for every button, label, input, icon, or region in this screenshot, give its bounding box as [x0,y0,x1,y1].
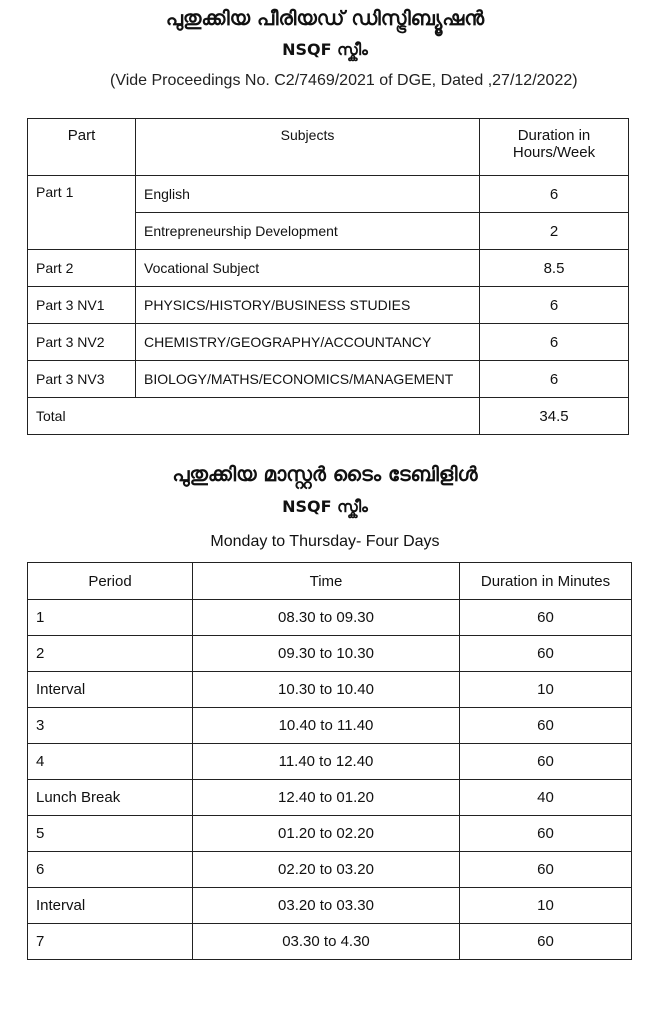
timetable-days: Monday to Thursday- Four Days [210,533,440,550]
distribution-title: പുതുക്കിയ പീരിയഡ് ഡിസ്ട്രിബ്യൂഷൻ [165,6,485,30]
part-cell: Part 1 [28,176,136,250]
total-label: Total [28,398,480,435]
table-row [28,816,632,852]
subject-cell: Entrepreneurship Development [136,213,480,250]
period-distribution-table [27,118,629,435]
hours-cell: 8.5 [480,250,629,287]
total-row [28,398,629,435]
minutes-cell: 60 [460,600,632,636]
header-minutes: Duration in Minutes [460,563,632,600]
subject-cell: English [136,176,480,213]
time-cell: 10.30 to 10.40 [193,672,460,708]
timetable-scheme: NSQF സ്കീം [282,497,368,516]
distribution-scheme: NSQF സ്കീം [282,40,368,59]
minutes-cell: 60 [460,816,632,852]
part-cell: Part 3 NV1 [28,287,136,324]
hours-cell: 6 [480,361,629,398]
table-row [28,600,632,636]
minutes-cell: 60 [460,708,632,744]
period-cell: 7 [28,924,193,960]
minutes-cell: 60 [460,852,632,888]
period-cell: 1 [28,600,193,636]
table-row [28,852,632,888]
table-row [28,744,632,780]
hours-cell: 6 [480,176,629,213]
time-cell: 03.20 to 03.30 [193,888,460,924]
table-row [28,361,629,398]
subject-cell: CHEMISTRY/GEOGRAPHY/ACCOUNTANCY [136,324,480,361]
hours-cell: 6 [480,287,629,324]
period-cell: Interval [28,672,193,708]
period-cell: 4 [28,744,193,780]
time-cell: 11.40 to 12.40 [193,744,460,780]
period-cell: Interval [28,888,193,924]
part-cell: Part 3 NV3 [28,361,136,398]
table-row [28,636,632,672]
time-cell: 02.20 to 03.20 [193,852,460,888]
minutes-cell: 60 [460,744,632,780]
period-cell: 3 [28,708,193,744]
total-value: 34.5 [480,398,629,435]
minutes-cell: 10 [460,672,632,708]
period-cell: Lunch Break [28,780,193,816]
header-part: Part [28,119,136,176]
table-header-row [28,563,632,600]
table-row [28,176,629,213]
hours-cell: 2 [480,213,629,250]
header-period: Period [28,563,193,600]
table-row [28,708,632,744]
minutes-cell: 40 [460,780,632,816]
period-cell: 6 [28,852,193,888]
time-cell: 10.40 to 11.40 [193,708,460,744]
timetable-title: പുതുക്കിയ മാസ്റ്റർ ടൈം ടേബിളിൾ [172,462,478,486]
table-row [28,672,632,708]
table-header-row [28,119,629,176]
hours-cell: 6 [480,324,629,361]
proceedings-reference: (Vide Proceedings No. C2/7469/2021 of DGE, Dated ,27/12/2022) [110,72,578,89]
time-cell: 01.20 to 02.20 [193,816,460,852]
subject-cell: Vocational Subject [136,250,480,287]
time-cell: 03.30 to 4.30 [193,924,460,960]
minutes-cell: 60 [460,636,632,672]
table-row [28,924,632,960]
part-cell: Part 3 NV2 [28,324,136,361]
header-time: Time [193,563,460,600]
period-cell: 5 [28,816,193,852]
table-row [28,250,629,287]
time-cell: 08.30 to 09.30 [193,600,460,636]
header-duration: Duration in Hours/Week [480,119,629,176]
header-subjects: Subjects [136,119,480,176]
time-cell: 12.40 to 01.20 [193,780,460,816]
subject-cell: BIOLOGY/MATHS/ECONOMICS/MANAGEMENT [136,361,480,398]
table-row [28,780,632,816]
subject-cell: PHYSICS/HISTORY/BUSINESS STUDIES [136,287,480,324]
table-row [28,287,629,324]
table-row [28,324,629,361]
period-cell: 2 [28,636,193,672]
time-cell: 09.30 to 10.30 [193,636,460,672]
minutes-cell: 10 [460,888,632,924]
minutes-cell: 60 [460,924,632,960]
part-cell: Part 2 [28,250,136,287]
table-row [28,888,632,924]
master-timetable [27,562,632,960]
